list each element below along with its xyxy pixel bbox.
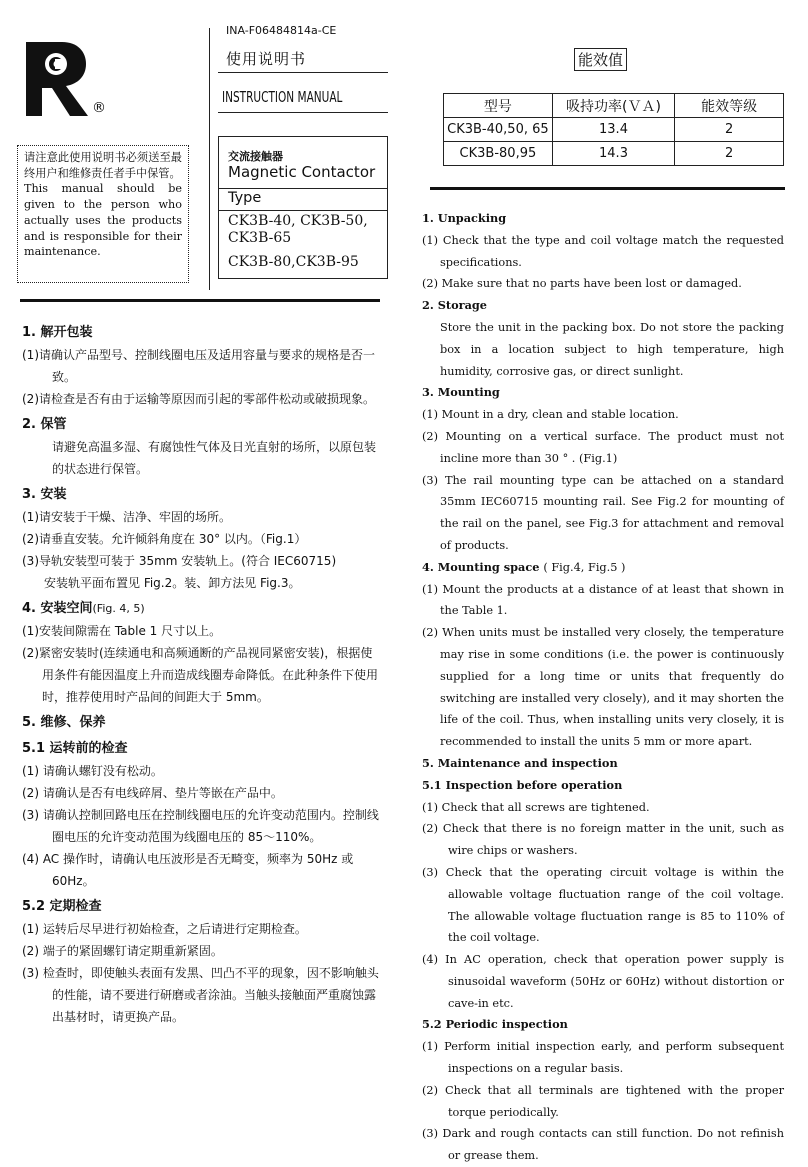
registered-mark: ® [92, 100, 106, 116]
paragraph: (1) Check that all screws are tightened. [422, 800, 650, 814]
title-en: INSTRUCTION MANUAL [222, 88, 343, 106]
paragraph: (1)请安装于干燥、洁净、牢固的场所。 [22, 510, 231, 524]
table-cell: 2 [675, 142, 784, 166]
paragraph: (1)请确认产品型号、控制线圈电压及适用容量与要求的规格是否一致。 [22, 348, 376, 384]
paragraph: (2) Check that there is no foreign matter in the unit, such as wire chips or washers. [422, 822, 784, 858]
section-heading: 2. 保管 [22, 417, 67, 432]
paragraph: (2) Check that all terminals are tightened with the proper torque periodically. [422, 1083, 784, 1119]
table-header-cell: 型号 [444, 94, 553, 118]
section-rule-left [20, 299, 380, 302]
paragraph: (4) AC 操作时，请确认电压波形是否无畸变，频率为 50Hz 或 60Hz。 [22, 852, 354, 888]
paragraph: (3) 检查时，即使触头表面有发黑、凹凸不平的现象，因不影响触头的性能，请不要进行研磨或者涂油。当触头接触面严重腐蚀露出基材时，请更换产品。 [22, 966, 379, 1024]
table-header-cell: 能效等级 [675, 94, 784, 118]
paragraph: (1) Mount the products at a distance of at least that shown in the Table 1. [422, 582, 784, 618]
paragraph: (2) Make sure that no parts have been lost or damaged. [422, 277, 742, 291]
section-heading: 1. Unpacking [422, 211, 507, 225]
section-heading: 1. 解开包装 [22, 325, 93, 340]
brand-logo-icon [26, 42, 88, 116]
product-box [218, 136, 388, 279]
subsection-heading: 5.1 运转前的检查 [22, 741, 128, 756]
subsection-heading: 5.2 Periodic inspection [422, 1017, 568, 1032]
table-row [444, 118, 784, 142]
table-cell: 2 [675, 118, 784, 142]
notice-en: This manual should be given to the person who actually uses the products and is responsible for their maintenance. [24, 182, 182, 259]
table-header-cell: 吸持功率(ＶＡ) [552, 94, 674, 118]
paragraph: (2)请检查是否有由于运输等原因而引起的零部件松动或破损现象。 [22, 392, 376, 406]
doc-number: INA-F06484814a-CE [226, 24, 337, 37]
paragraph: (2)紧密安装时(连续通电和高频通断的产品视同紧密安装)，根据使用条件有能因温度上升而造成线圈寿命降低。在此种条件下使用时，推荐使用时产品间的间距大于 5mm。 [22, 646, 379, 704]
section-heading: 5. 维修、保养 [22, 715, 106, 730]
paragraph: (1) Perform initial inspection early, and perform subsequent inspections on a regular basis. [422, 1040, 784, 1076]
paragraph: (3) The rail mounting type can be attached on a standard 35mm IEC60715 mounting rail. See Fig.2 for mounting of the rail on the panel, see Fig.3 for attachment and removal of products. [422, 473, 784, 552]
section-heading: 3. Mounting [422, 385, 500, 400]
section-heading: 2. Storage [422, 298, 487, 313]
figure-ref: (Fig. 4, 5) [92, 602, 145, 615]
section-heading-text: 4. Mounting space [422, 559, 540, 574]
notice-box [17, 145, 189, 283]
paragraph: (4) In AC operation, check that operation power supply is sinusoidal waveform (50Hz or 60Hz) without distortion or cave-in etc. [422, 953, 784, 1010]
paragraph: Store the unit in the packing box. Do not store the packing box in a location subject to high temperature, high humidity, corrosive gas, or direct sunlight. [440, 320, 784, 378]
paragraph: (2) When units must be installed very closely, the temperature may rise in some conditions (i.e. the power is continuously supplied for a long time or units that frequently do switching are installed very closely), and it may shorten the life of the coil. Thus, when installing units very closely, it is recommended to install the units 5 mm or more apart. [422, 626, 784, 749]
table-row [444, 142, 784, 166]
paragraph: (1) Mount in a dry, clean and stable location. [422, 408, 679, 422]
table-cell: 14.3 [552, 142, 674, 166]
english-column [422, 208, 784, 1167]
figure-ref: ( Fig.4, Fig.5 ) [543, 560, 626, 574]
efficiency-title: 能效值 [574, 48, 627, 71]
paragraph: (2) 请确认是否有电线碎屑、垫片等嵌在产品中。 [22, 786, 283, 800]
product-name-en: Magnetic Contactor [228, 163, 376, 181]
subsection-heading: 5.2 定期检查 [22, 899, 102, 914]
table-cell: CK3B-40,50, 65 [444, 118, 553, 142]
paragraph: (2)请垂直安装。允许倾斜角度在 30° 以内。（Fig.1） [22, 532, 307, 546]
subsection-heading: 5.1 Inspection before operation [422, 777, 623, 792]
table-header-row [444, 94, 784, 118]
product-box-rule-2 [219, 210, 387, 211]
title-rule [218, 72, 388, 73]
section-heading: 3. 安装 [22, 487, 67, 502]
paragraph: (3)导轨安装型可装于 35mm 安装轨上。(符合 IEC60715) [22, 554, 337, 568]
chinese-column [22, 318, 382, 1028]
paragraph: (1) Check that the type and coil voltage match the requested specifications. [422, 233, 784, 269]
section-heading [422, 557, 784, 579]
paragraph: (2) 端子的紧固螺钉请定期重新紧固。 [22, 944, 223, 958]
header-divider [209, 28, 210, 290]
type-label: Type [228, 190, 262, 206]
product-name-zh: 交流接触器 [228, 150, 283, 163]
paragraph: (3) Check that the operating circuit voltage is within the allowable voltage fluctuation range of the coil voltage. The allowable voltage fluctuation range is 85 to 110% of the coil voltage. [422, 865, 784, 945]
section-heading: 5. Maintenance and inspection [422, 755, 618, 770]
paragraph: (3) Dark and rough contacts can still function. Do not refinish or grease them. [422, 1127, 784, 1163]
title-rule-2 [218, 112, 388, 113]
paragraph: 请避免高温多湿、有腐蚀性气体及日光直射的场所，以原包装的状态进行保管。 [52, 440, 377, 476]
model-list-1: CK3B-40, CK3B-50, CK3B-65 [228, 213, 368, 246]
section-rule-right [430, 187, 785, 190]
paragraph: (1) 运转后尽早进行初始检查，之后请进行定期检查。 [22, 922, 307, 936]
table-cell: 13.4 [552, 118, 674, 142]
paragraph: 安装轨平面布置见 Fig.2。装、卸方法见 Fig.3。 [44, 576, 301, 590]
section-heading-text: 4. 安装空间 [22, 601, 93, 616]
paragraph: (2) Mounting on a vertical surface. The product must not incline more than 30 ° . (Fig.1) [422, 429, 784, 465]
product-box-rule [219, 188, 387, 189]
efficiency-table [443, 93, 784, 166]
notice-zh: 请注意此使用说明书必须送至最终用户和维修责任者手中保管。 [24, 151, 182, 180]
paragraph: (1) 请确认螺钉没有松动。 [22, 764, 163, 778]
title-zh: 使用说明书 [226, 50, 307, 68]
table-cell: CK3B-80,95 [444, 142, 553, 166]
section-heading [22, 598, 382, 620]
model-list-2: CK3B-80,CK3B-95 [228, 254, 359, 270]
paragraph: (3) 请确认控制回路电压在控制线圈电压的允许变动范围内。控制线圈电压的允许变动范围为线圈电压的 85～110%。 [22, 808, 379, 844]
paragraph: (1)安装间隙需在 Table 1 尺寸以上。 [22, 624, 222, 638]
